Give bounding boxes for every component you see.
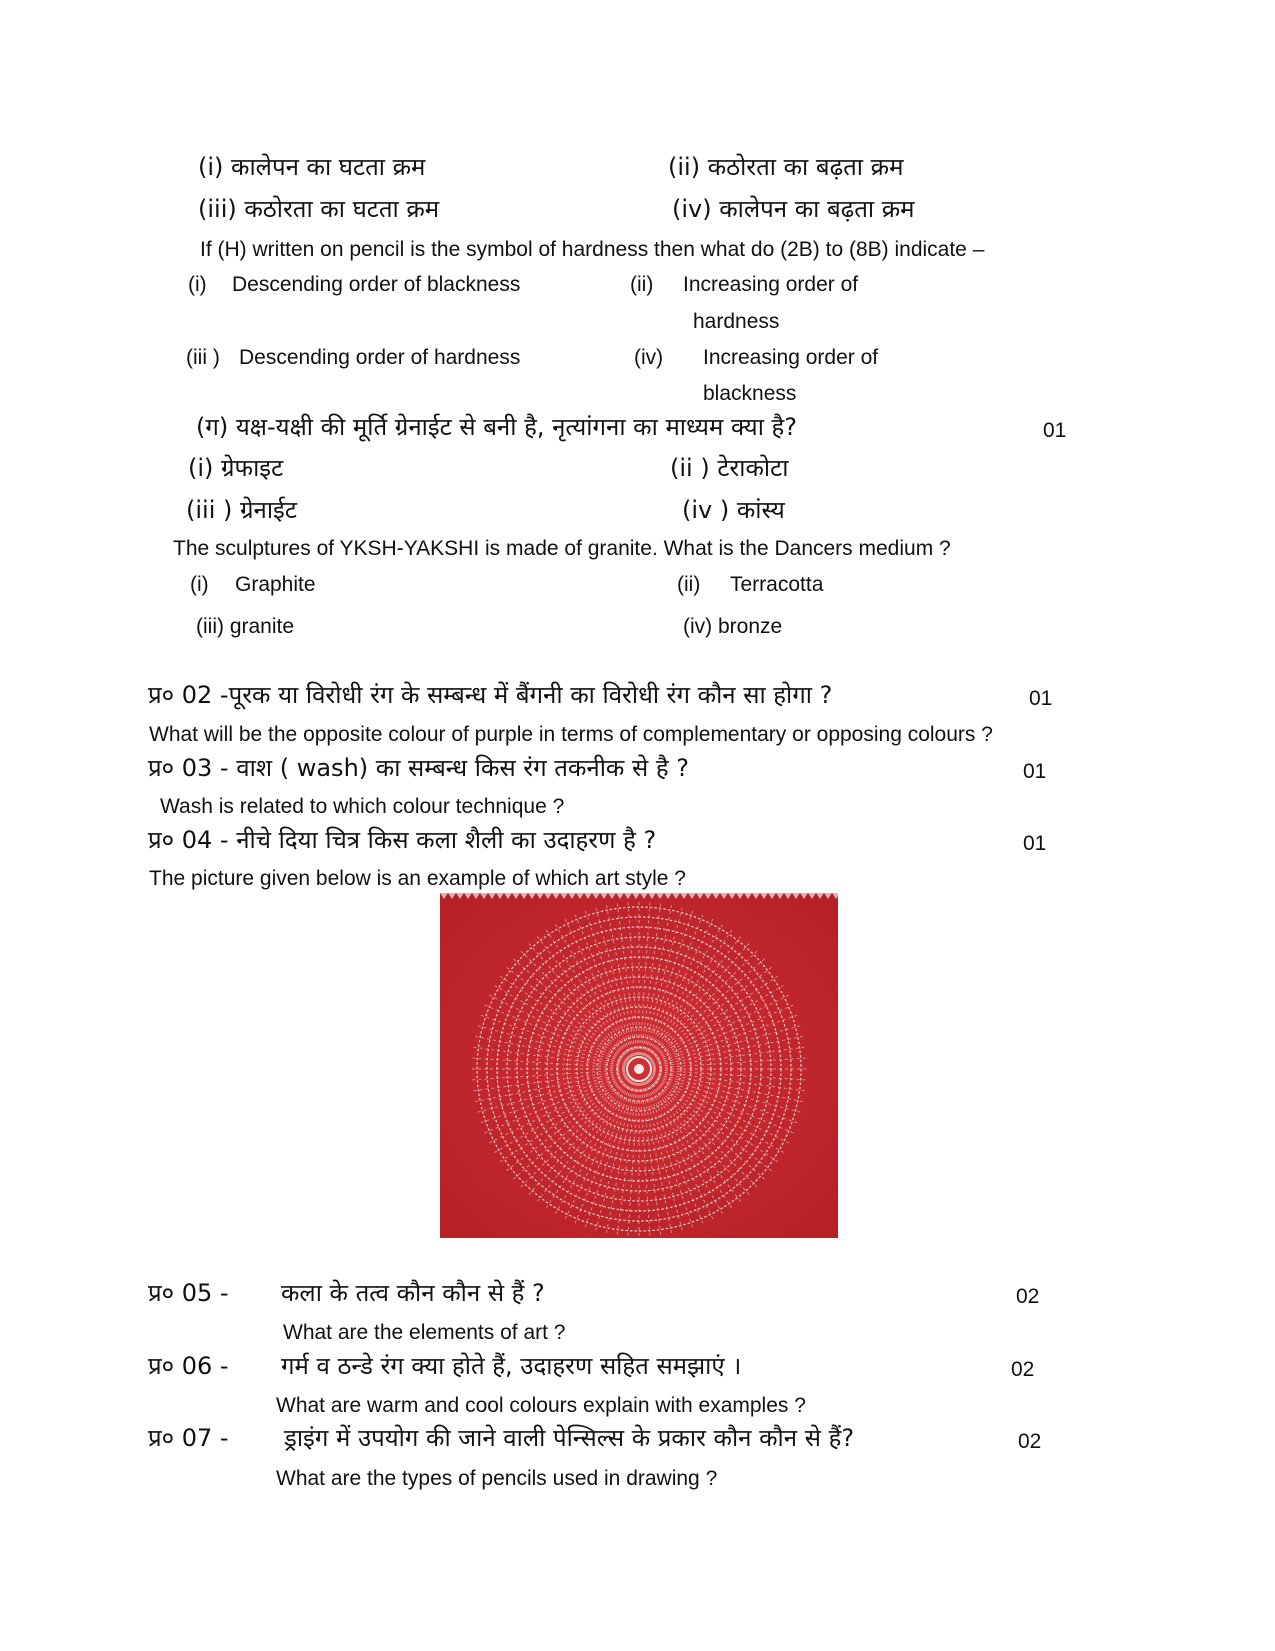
q1-ga-english-option-i-num: (i)	[190, 573, 209, 596]
q1-english-option-iii-text: Descending order of hardness	[239, 346, 521, 369]
q1-ga-question-english: The sculptures of YKSH-YAKSHI is made of granite. What is the Dancers medium ?	[173, 537, 951, 560]
q1-ga-english-option-iii: (iii) granite	[196, 615, 295, 638]
q7-english: What are the types of pencils used in drawing ?	[276, 1467, 718, 1490]
q1-ga-hindi-option-iii: (iii ) ग्रेनाईट	[186, 496, 297, 524]
q1-english-option-ii-num: (ii)	[630, 273, 654, 296]
q1-english-option-iv-num: (iv)	[634, 346, 664, 369]
q1-ga-hindi-option-ii: (ii ) टेराकोटा	[670, 454, 789, 482]
q1-english-option-i-text: Descending order of blackness	[232, 273, 521, 296]
q5-english: What are the elements of art ?	[283, 1321, 566, 1344]
q1-english-option-iii-num: (iii )	[186, 346, 220, 369]
q1-english-option-ii-text-1: Increasing order of	[683, 273, 859, 296]
q2-english: What will be the opposite colour of purple in terms of complementary or opposing colours ?	[149, 723, 993, 746]
q7-hindi: ड्राइंग में उपयोग की जाने वाली पेन्सिल्स के प्रकार कौन कौन से हैं?	[284, 1424, 855, 1452]
q1-ga-english-option-ii-num: (ii)	[677, 573, 701, 596]
folk-art-painting	[440, 893, 838, 1238]
q1-ga-english-option-ii-text: Terracotta	[730, 573, 824, 596]
q4-marks: 01	[1023, 832, 1047, 855]
q1-english-option-iv-text-1: Increasing order of	[703, 346, 879, 369]
q5-marks: 02	[1016, 1285, 1040, 1308]
painting-center-dot	[634, 1064, 644, 1074]
q1-hindi-option-ii: (ii) कठोरता का बढ़ता क्रम	[668, 153, 904, 181]
q3-hindi: प्र० 03 - वाश ( wash) का सम्बन्ध किस रंग तकनीक से है ?	[148, 754, 689, 782]
q1-hindi-option-iii: (iii) कठोरता का घटता क्रम	[198, 195, 440, 223]
q1-english-option-i-num: (i)	[188, 273, 207, 296]
q7-marks: 02	[1018, 1430, 1042, 1453]
q3-english: Wash is related to which colour technique ?	[160, 795, 565, 818]
q5-hindi: कला के तत्व कौन कौन से हैं ?	[281, 1279, 545, 1307]
q2-marks: 01	[1029, 687, 1053, 710]
q3-marks: 01	[1023, 760, 1047, 783]
q1-ga-english-option-i-text: Graphite	[235, 573, 316, 596]
q4-english: The picture given below is an example of which art style ?	[149, 867, 686, 890]
q5-label: प्र० 05 -	[148, 1279, 229, 1307]
q1-ga-english-option-iv: (iv) bronze	[683, 615, 783, 638]
q2-hindi: प्र० 02 -पूरक या विरोधी रंग के सम्बन्ध में बैंगनी का विरोधी रंग कौन सा होगा ?	[148, 681, 833, 709]
q1-hindi-option-iv: (iv) कालेपन का बढ़ता क्रम	[672, 195, 915, 223]
q7-label: प्र० 07 -	[148, 1424, 229, 1452]
q6-label: प्र० 06 -	[148, 1352, 229, 1380]
q1-ga-hindi-option-i: (i) ग्रेफाइट	[188, 454, 284, 482]
q1-english-option-ii-text-2: hardness	[693, 310, 780, 333]
q1-ga-hindi-option-iv: (iv ) कांस्य	[682, 496, 785, 524]
q6-marks: 02	[1011, 1358, 1035, 1381]
q6-hindi: गर्म व ठन्डे रंग क्या होते हैं, उदाहरण सहित समझाएं ।	[281, 1352, 742, 1380]
q1-english-question: If (H) written on pencil is the symbol of hardness then what do (2B) to (8B) indicate –	[200, 238, 985, 261]
q1-hindi-option-i: (i) कालेपन का घटता क्रम	[198, 153, 426, 181]
q4-hindi: प्र० 04 - नीचे दिया चित्र किस कला शैली का उदाहरण है ?	[148, 826, 657, 854]
q1-ga-question-hindi: (ग) यक्ष-यक्षी की मूर्ति ग्रेनाईट से बनी है, नृत्यांगना का माध्यम क्या है?	[196, 413, 798, 441]
q6-english: What are warm and cool colours explain with examples ?	[276, 1394, 806, 1417]
q1-english-option-iv-text-2: blackness	[703, 382, 797, 405]
q1-ga-marks: 01	[1043, 419, 1067, 442]
